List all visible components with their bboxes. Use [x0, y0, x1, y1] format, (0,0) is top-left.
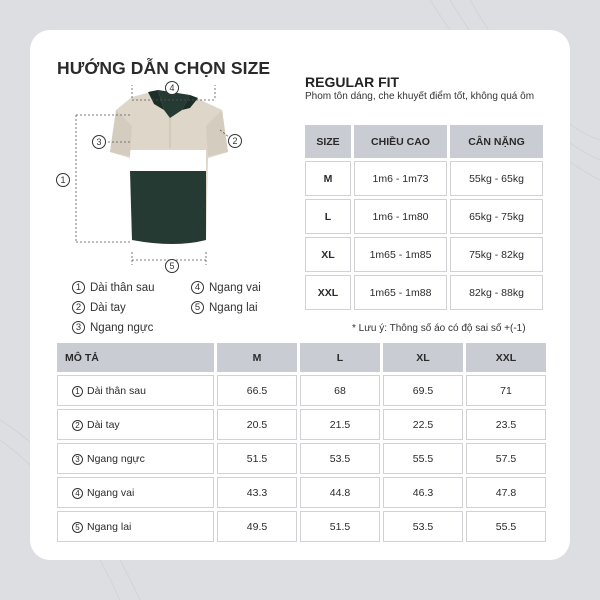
value-cell: 21.5: [300, 409, 380, 440]
value-cell: 23.5: [466, 409, 546, 440]
legend-item-1: 1 Dài thân sau: [72, 281, 155, 294]
marker-5: 5: [169, 261, 175, 271]
table-row: [57, 511, 546, 542]
description-header: MÔ TẢ: [57, 343, 214, 372]
row-label: 3 Ngang ngực: [57, 443, 214, 474]
row-label: 1 Dài thân sau: [57, 375, 214, 406]
height-header: CHIỀU CAO: [354, 125, 447, 158]
height-cell: 1m6 - 1m80: [354, 199, 447, 234]
marker-1: 1: [60, 175, 66, 185]
page-title: HƯỚNG DẪN CHỌN SIZE: [57, 58, 271, 78]
value-cell: 46.3: [383, 477, 463, 508]
weight-cell: 65kg - 75kg: [450, 199, 543, 234]
value-cell: 51.5: [300, 511, 380, 542]
fit-description: Phom tôn dáng, che khuyết điểm tốt, không quá ôm: [305, 91, 535, 102]
value-cell: 57.5: [466, 443, 546, 474]
col-header-xl: XL: [383, 343, 463, 372]
table-row: [305, 275, 543, 310]
value-cell: 47.8: [466, 477, 546, 508]
value-cell: 20.5: [217, 409, 297, 440]
weight-header: CÂN NẶNG: [450, 125, 543, 158]
value-cell: 66.5: [217, 375, 297, 406]
value-cell: 55.5: [383, 443, 463, 474]
size-table-header: [305, 125, 543, 158]
size-cell: XL: [305, 237, 351, 272]
shirt-illustration: [110, 90, 228, 244]
table-row: [57, 443, 546, 474]
table-row: [305, 161, 543, 196]
legend-item-4: 4 Ngang vai: [191, 281, 261, 294]
shirt-diagram: [30, 30, 250, 275]
size-cell: M: [305, 161, 351, 196]
weight-cell: 55kg - 65kg: [450, 161, 543, 196]
value-cell: 69.5: [383, 375, 463, 406]
col-header-l: L: [300, 343, 380, 372]
col-header-xxl: XXL: [466, 343, 546, 372]
value-cell: 53.5: [300, 443, 380, 474]
size-guide-card: [30, 30, 570, 560]
marker-4: 4: [169, 83, 175, 93]
value-cell: 44.8: [300, 477, 380, 508]
marker-3: 3: [96, 137, 102, 147]
row-label: 5 Ngang lai: [57, 511, 214, 542]
table-row: [57, 477, 546, 508]
col-header-m: M: [217, 343, 297, 372]
value-cell: 55.5: [466, 511, 546, 542]
row-label: 4 Ngang vai: [57, 477, 214, 508]
value-cell: 49.5: [217, 511, 297, 542]
marker-2: 2: [232, 136, 238, 146]
measurement-table: [54, 340, 549, 545]
height-cell: 1m65 - 1m85: [354, 237, 447, 272]
legend-item-5: 5 Ngang lai: [191, 301, 258, 314]
value-cell: 22.5: [383, 409, 463, 440]
legend-item-3: 3 Ngang ngực: [72, 321, 153, 334]
value-cell: 53.5: [383, 511, 463, 542]
size-table: [302, 122, 546, 313]
table-row: [57, 375, 546, 406]
legend-item-2: 2 Dài tay: [72, 301, 126, 314]
size-cell: XXL: [305, 275, 351, 310]
measurement-table-header: [57, 343, 546, 372]
height-cell: 1m65 - 1m88: [354, 275, 447, 310]
value-cell: 71: [466, 375, 546, 406]
tolerance-note: * Lưu ý: Thông số áo có độ sai số +(-1): [352, 323, 526, 334]
size-header: SIZE: [305, 125, 351, 158]
weight-cell: 75kg - 82kg: [450, 237, 543, 272]
weight-cell: 82kg - 88kg: [450, 275, 543, 310]
row-label: 2 Dài tay: [57, 409, 214, 440]
size-cell: L: [305, 199, 351, 234]
table-row: [305, 237, 543, 272]
value-cell: 43.3: [217, 477, 297, 508]
table-row: [57, 409, 546, 440]
value-cell: 68: [300, 375, 380, 406]
fit-title: REGULAR FIT: [305, 74, 400, 90]
height-cell: 1m6 - 1m73: [354, 161, 447, 196]
value-cell: 51.5: [217, 443, 297, 474]
table-row: [305, 199, 543, 234]
